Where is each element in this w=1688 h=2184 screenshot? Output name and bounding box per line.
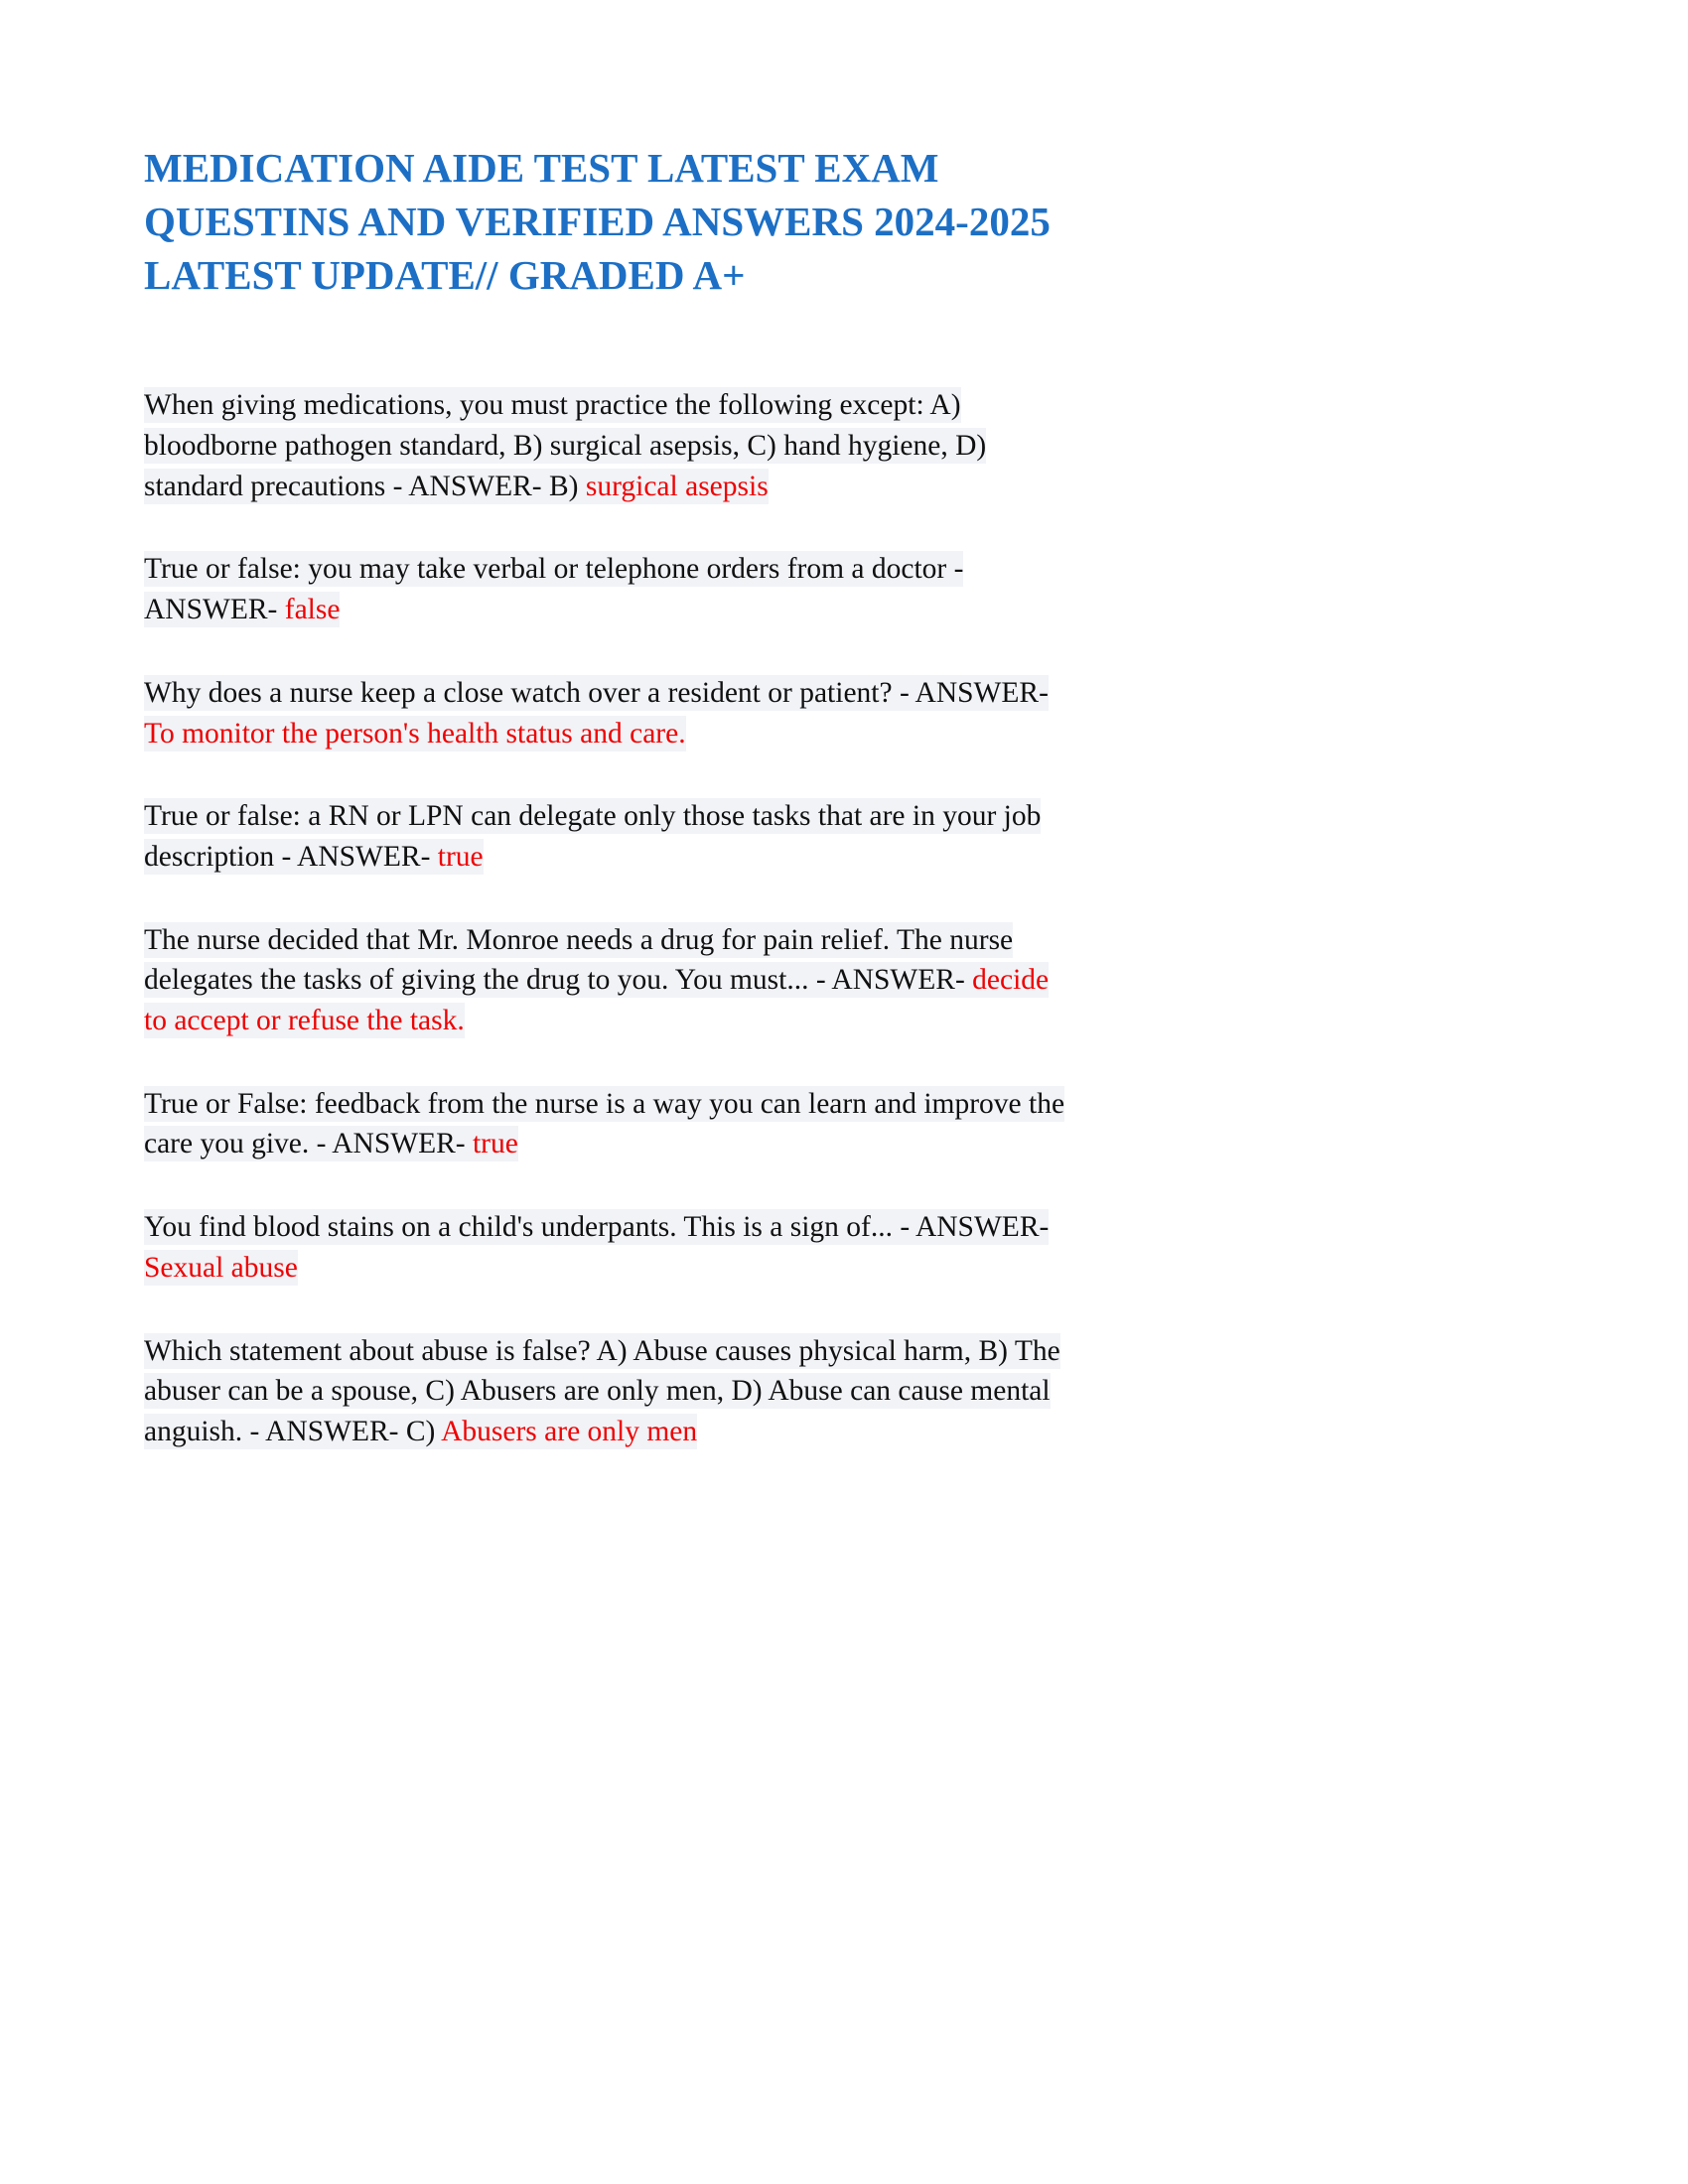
question-text: True or false: a RN or LPN can delegate only those tasks that are in your job description - ANSWER-	[144, 800, 1042, 873]
qa-paragraph	[144, 920, 1069, 1041]
question-text: The nurse decided that Mr. Monroe needs a drug for pain relief. The nurse delegates the tasks of giving the drug to you. You must... - ANSWER-	[144, 923, 1014, 997]
answer-text: true	[437, 840, 484, 873]
answer-text: surgical asepsis	[585, 470, 769, 502]
answer-text: decide to accept or refuse the task.	[144, 964, 1050, 1037]
question-text: True or false: you may take verbal or telephone orders from a doctor - ANSWER-	[144, 553, 964, 626]
question-text: Which statement about abuse is false? A) Abuse causes physical harm, B) The abuser can be a spouse, C) Abusers are only men, D) Abuse can cause mental anguish. - ANSWER- C)	[144, 1334, 1060, 1447]
qa-paragraph	[144, 673, 1069, 753]
document-page	[0, 0, 1082, 1452]
question-text: You find blood stains on a child's underpants. This is a sign of... - ANSWER-	[144, 1211, 1050, 1244]
question-text: Why does a nurse keep a close watch over a resident or patient? - ANSWER-	[144, 676, 1049, 709]
answer-text: true	[472, 1128, 518, 1160]
answer-text: false	[284, 594, 341, 626]
page-title: MEDICATION AIDE TEST LATEST EXAM QUESTINS AND VERIFIED ANSWERS 2024-2025 LATEST UPDATE// GRADED A+	[144, 145, 1051, 299]
qa-list	[144, 385, 1069, 1451]
qa-paragraph	[144, 796, 1069, 877]
qa-paragraph	[144, 1084, 1069, 1164]
question-text: When giving medications, you must practice the following except: A) bloodborne pathogen standard, B) surgical asepsis, C) hand hygiene, D) standard precautions - ANSWER- B)	[144, 389, 987, 502]
answer-text: Abusers are only men	[441, 1415, 698, 1447]
answer-text: To monitor the person's health status and care.	[144, 717, 686, 750]
qa-paragraph	[144, 1331, 1069, 1452]
answer-text: Sexual abuse	[144, 1251, 298, 1284]
qa-paragraph	[144, 549, 1069, 629]
question-text: True or False: feedback from the nurse is a way you can learn and improve the care you give. - ANSWER-	[144, 1087, 1065, 1160]
qa-paragraph	[144, 385, 1069, 506]
qa-paragraph	[144, 1207, 1069, 1288]
